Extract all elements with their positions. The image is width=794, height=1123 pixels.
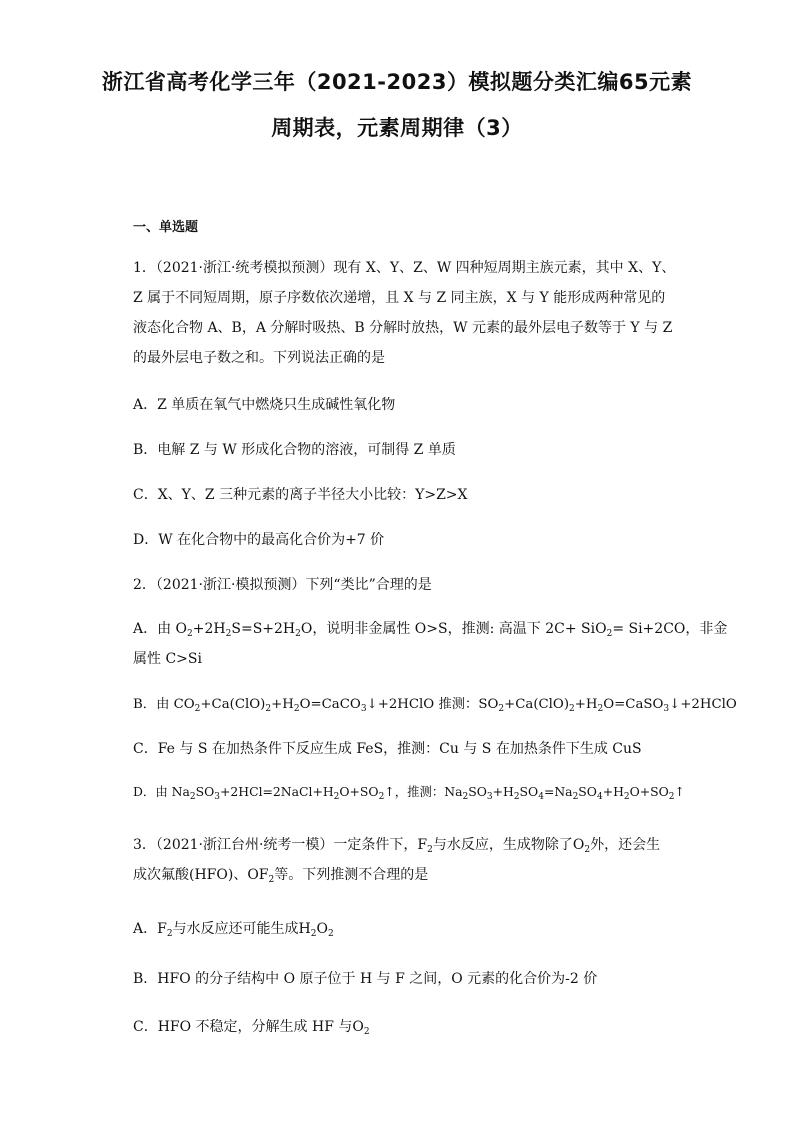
doc-title-line2: 周期表，元素周期律（3） — [271, 116, 523, 140]
q1-stem-line4: 的最外层电子数之和。下列说法正确的是 — [133, 350, 385, 366]
q1-option-d: D．W 在化合物中的最高化合价为+7 价 — [133, 532, 385, 548]
q1-option-c: C．X、Y、Z 三种元素的离子半径大小比较：Y>Z>X — [133, 487, 468, 503]
q2-option-d: D．由 $Na_2SO_3+2HCl=2NaCl+H_2O+SO_2↑$，推测：$Na_2SO_3+H_2SO_4=Na_2SO_4+H_2O+SO_2↑$ — [133, 784, 685, 802]
q2-stem: 2．（2021·浙江·模拟预测）下列“类比”合理的是 — [133, 577, 432, 593]
q1-stem-line3: 液态化合物 A、B，A 分解时吸热、B 分解时放热，W 元素的最外层电子数等于 Y 与 Z — [133, 320, 673, 336]
q1-option-b: B．电解 Z 与 W 形成化合物的溶液，可制得 Z 单质 — [133, 442, 456, 458]
q3-stem-line2: 成次氟酸(HFO)、$OF_2$等。下列推测不合理的是 — [133, 867, 429, 885]
q3-option-c: C．HFO 不稳定，分解生成 HF 与$O_2$ — [133, 1019, 370, 1037]
q2-option-b: B．由 $CO_2+Ca(ClO)_2+H_2O=CaCO_3↓+2HClO$ 推测：$SO_2+Ca(ClO)_2+H_2O=CaSO_3↓+2HClO$ — [133, 697, 737, 714]
q1-stem-line2: Z 属于不同短周期，原子序数依次递增，且 X 与 Z 同主族，X 与 Y 能形成两种常见的 — [133, 290, 666, 306]
q2-option-c: C．Fe 与 S 在加热条件下反应生成 FeS，推测：Cu 与 S 在加热条件下生成 CuS — [133, 741, 642, 757]
q3-option-a: A．$F_2$与水反应还可能生成$H_2O_2$ — [133, 921, 334, 939]
q2-option-a-line2: 属性 C>Si — [133, 651, 202, 667]
q1-stem-line1: 1．（2021·浙江·统考模拟预测）现有 X、Y、Z、W 四种短周期主族元素，其中 X、Y、 — [133, 260, 676, 276]
q2-option-a: A．由 $O_2+2H_2S=S+2H_2O$，说明非金属性 O>S，推测: 高温下 2C+ SiO$_2$= Si+2CO，非金 — [133, 621, 728, 639]
q3-stem-line1: 3．（2021·浙江台州·统考一模）一定条件下，$F_2$与水反应，生成物除了$O_2$外，还会生 — [133, 837, 661, 855]
doc-title-line1: 浙江省高考化学三年（2021-2023）模拟题分类汇编65元素 — [101, 70, 693, 94]
q3-option-b: B．HFO 的分子结构中 O 原子位于 H 与 F 之间，O 元素的化合价为-2 价 — [133, 971, 598, 987]
section-heading: 一、单选题 — [133, 220, 199, 235]
q1-option-a: A．Z 单质在氧气中燃烧只生成碱性氧化物 — [133, 397, 396, 413]
